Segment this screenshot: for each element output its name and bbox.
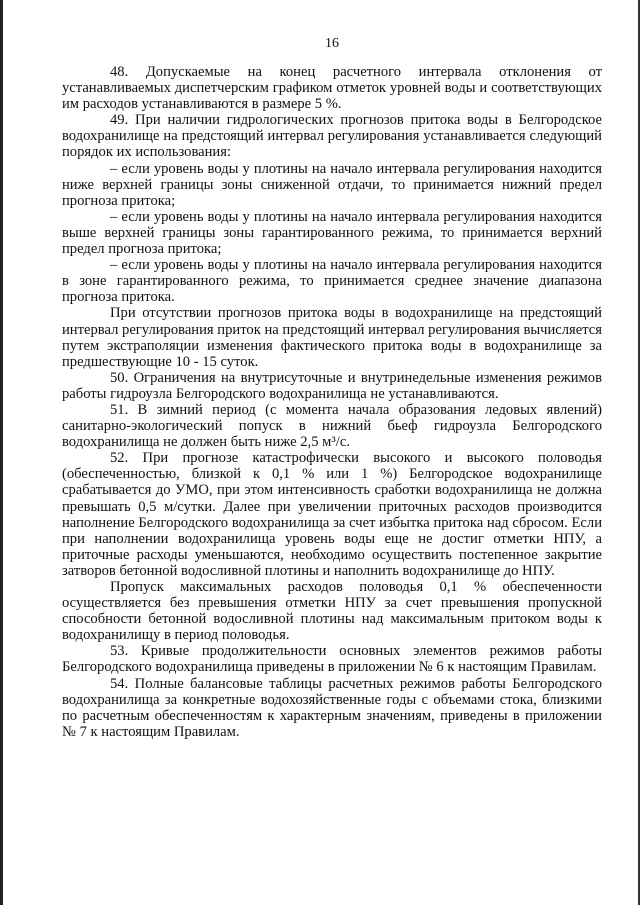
dash-marker: – bbox=[110, 160, 122, 177]
paragraph bbox=[62, 402, 602, 450]
paragraph-text: 50. Ограничения на внутрисуточные и внутринедельные изменения режимов работы гидроузла Белгородского водохранилища не устанавливаются. bbox=[62, 369, 602, 402]
paragraph-text: 48. Допускаемые на конец расчетного интервала отклонения от устанавливаемых диспетчерским графиком отметок уровней воды и соответствующих им расходов устанавливаются в размере 5 %. bbox=[62, 64, 602, 113]
page-number: 16 bbox=[325, 36, 339, 51]
paragraph-text: если уровень воды у плотины на начало интервала регулирования находится выше верхней границы зоны гарантированного режима, то принимается верхний предел прогноза притока; bbox=[62, 208, 602, 258]
paragraph bbox=[62, 579, 602, 643]
paragraph-text: 52. При прогнозе катастрофически высокого и высокого половодья (обеспеченностью, близкой к 0,1 % или 1 %) Белгородское водохранилище срабатывается до УМО, при этом интенсивность сработки водохранилища не должна превышать 0,5 м/сутки. Далее при увеличении приточных расходов производится наполнение Белгородского водохранилища за счет избытка притока над сбросом. Если при наполнении водохранилища уровень воды еще не достиг отметки НПУ, а приточные расходы уменьшаются, необходимо осуществить постепенное закрытие затворов бетонной водосливной плотины и наполнить водохранилище до НПУ. bbox=[62, 450, 602, 579]
paragraph-text: 53. Кривые продолжительности основных элементов режимов работы Белгородского водохранилища приведены в приложении № 6 к настоящим Правилам. bbox=[62, 643, 602, 676]
paragraph-text: если уровень воды у плотины на начало интервала регулирования находится ниже верхней границы зоны сниженной отдачи, то принимается нижний предел прогноза притока; bbox=[62, 160, 602, 209]
paragraph-text: 51. В зимний период (с момента начала образования ледовых явлений) санитарно-экологический попуск в нижний бьеф гидроузла Белгородского водохранилища не должен быть ниже 2,5 м³/с. bbox=[62, 401, 602, 451]
paragraph bbox=[62, 450, 602, 579]
dash-marker: – bbox=[110, 208, 122, 225]
list-item bbox=[62, 257, 602, 305]
paragraph bbox=[62, 305, 602, 369]
paragraph bbox=[62, 64, 602, 112]
list-item bbox=[62, 209, 602, 257]
paragraph bbox=[62, 676, 602, 740]
paragraph bbox=[62, 370, 602, 402]
scan-edge-left bbox=[0, 0, 3, 905]
paragraph-text: если уровень воды у плотины на начало интервала регулирования находится в зоне гарантированного режима, то принимается среднее значение диапазона прогноза притока. bbox=[62, 257, 602, 306]
paragraph-text: 49. При наличии гидрологических прогнозов притока воды в Белгородское водохранилище на предстоящий интервал регулирования устанавливается следующий порядок их использования: bbox=[62, 112, 602, 161]
paragraph bbox=[62, 112, 602, 160]
document-body bbox=[62, 64, 602, 740]
dash-marker: – bbox=[110, 257, 122, 274]
paragraph-text: Пропуск максимальных расходов половодья 0,1 % обеспеченности осуществляется без превышения отметки НПУ за счет превышения пропускной способности бетонной водосливной плотины над максимальным притоком воды к водохранилищу в период половодья. bbox=[62, 579, 602, 644]
paragraph-text: 54. Полные балансовые таблицы расчетных режимов работы Белгородского водохранилища за конкретные водохозяйственные годы с объемами стока, близкими по расчетным обеспеченностям к характерным значениям, приведены в приложении № 7 к настоящим Правилам. bbox=[62, 675, 602, 740]
paragraph bbox=[62, 643, 602, 675]
paragraph-text: При отсутствии прогнозов притока воды в водохранилище на предстоящий интервал регулирования приток на предстоящий интервал регулирования вычисляется путем экстраполяции изменения фактического притока воды в водохранилище за предшествующие 10 - 15 суток. bbox=[62, 305, 602, 370]
list-item bbox=[62, 161, 602, 209]
